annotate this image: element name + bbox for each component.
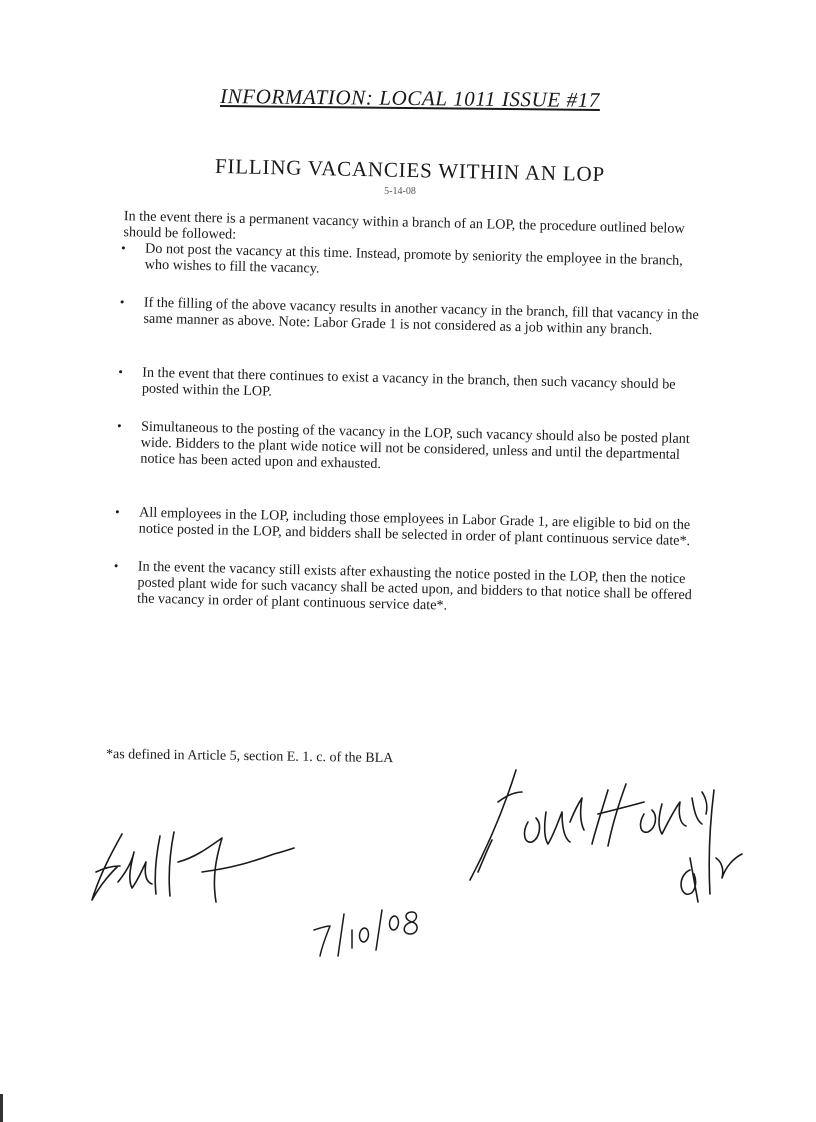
bullet-icon: •: [120, 240, 126, 256]
document-date: 5-14-08: [384, 186, 416, 197]
list-item: [109, 558, 700, 619]
document-title: FILLING VACANCIES WITHIN AN LOP: [214, 153, 606, 187]
scan-edge-mark: [0, 1094, 3, 1122]
footnote: *as defined in Article 5, section E. 1. c. of the BLA: [105, 747, 394, 767]
procedure-list: [109, 240, 707, 619]
list-item-text: In the event the vacancy still exists after exhausting the notice posted in the LOP, then the notice posted plant wide for such vacancy shall be acted upon, and bidders to that notice shall be offered the vacancy in order of plant continuous service date*.: [136, 558, 692, 614]
document-body: [109, 208, 708, 619]
list-item-text: If the filling of the above vacancy results in another vacancy in the branch, fill that vacancy in the same manner as above. Note: Labor Grade 1 is not considered as a job within any branch.: [143, 294, 699, 339]
intro-paragraph: In the event there is a permanent vacancy within a branch of an LOP, the procedure outlined below should be followed:: [123, 208, 685, 243]
list-item-text: Do not post the vacancy at this time. Instead, promote by seniority the employee in the branch, who wishes to fill the vacancy.: [144, 240, 683, 277]
bullet-icon: •: [113, 558, 119, 574]
bullet-icon: •: [116, 418, 122, 434]
list-item-text: In the event that there continues to exist a vacancy in the branch, then such vacancy should be posted within the LOP.: [141, 364, 676, 400]
list-item: [112, 418, 703, 479]
list-item-text: Simultaneous to the posting of the vacancy in the LOP, such vacancy should also be posted plant wide. Bidders to the plant wide notice will not be considered, unless and until the departmental notice has been acted upon and exhausted.: [140, 418, 690, 473]
list-item: [115, 294, 706, 339]
bullet-icon: •: [114, 504, 120, 520]
list-item-text: All employees in the LOP, including those employees in Labor Grade 1, are eligible to bid on the notice posted in the LOP, and bidders shall be selected in order of plant continuous service date*.: [138, 504, 691, 550]
document-header: INFORMATION: LOCAL 1011 ISSUE #17: [219, 84, 601, 112]
handwritten-date: [308, 896, 428, 966]
signature-right: [458, 762, 758, 912]
signature-left: [82, 822, 302, 914]
bullet-icon: •: [118, 364, 124, 380]
list-item: [114, 364, 705, 409]
list-item: [111, 504, 702, 549]
bullet-icon: •: [119, 294, 125, 310]
